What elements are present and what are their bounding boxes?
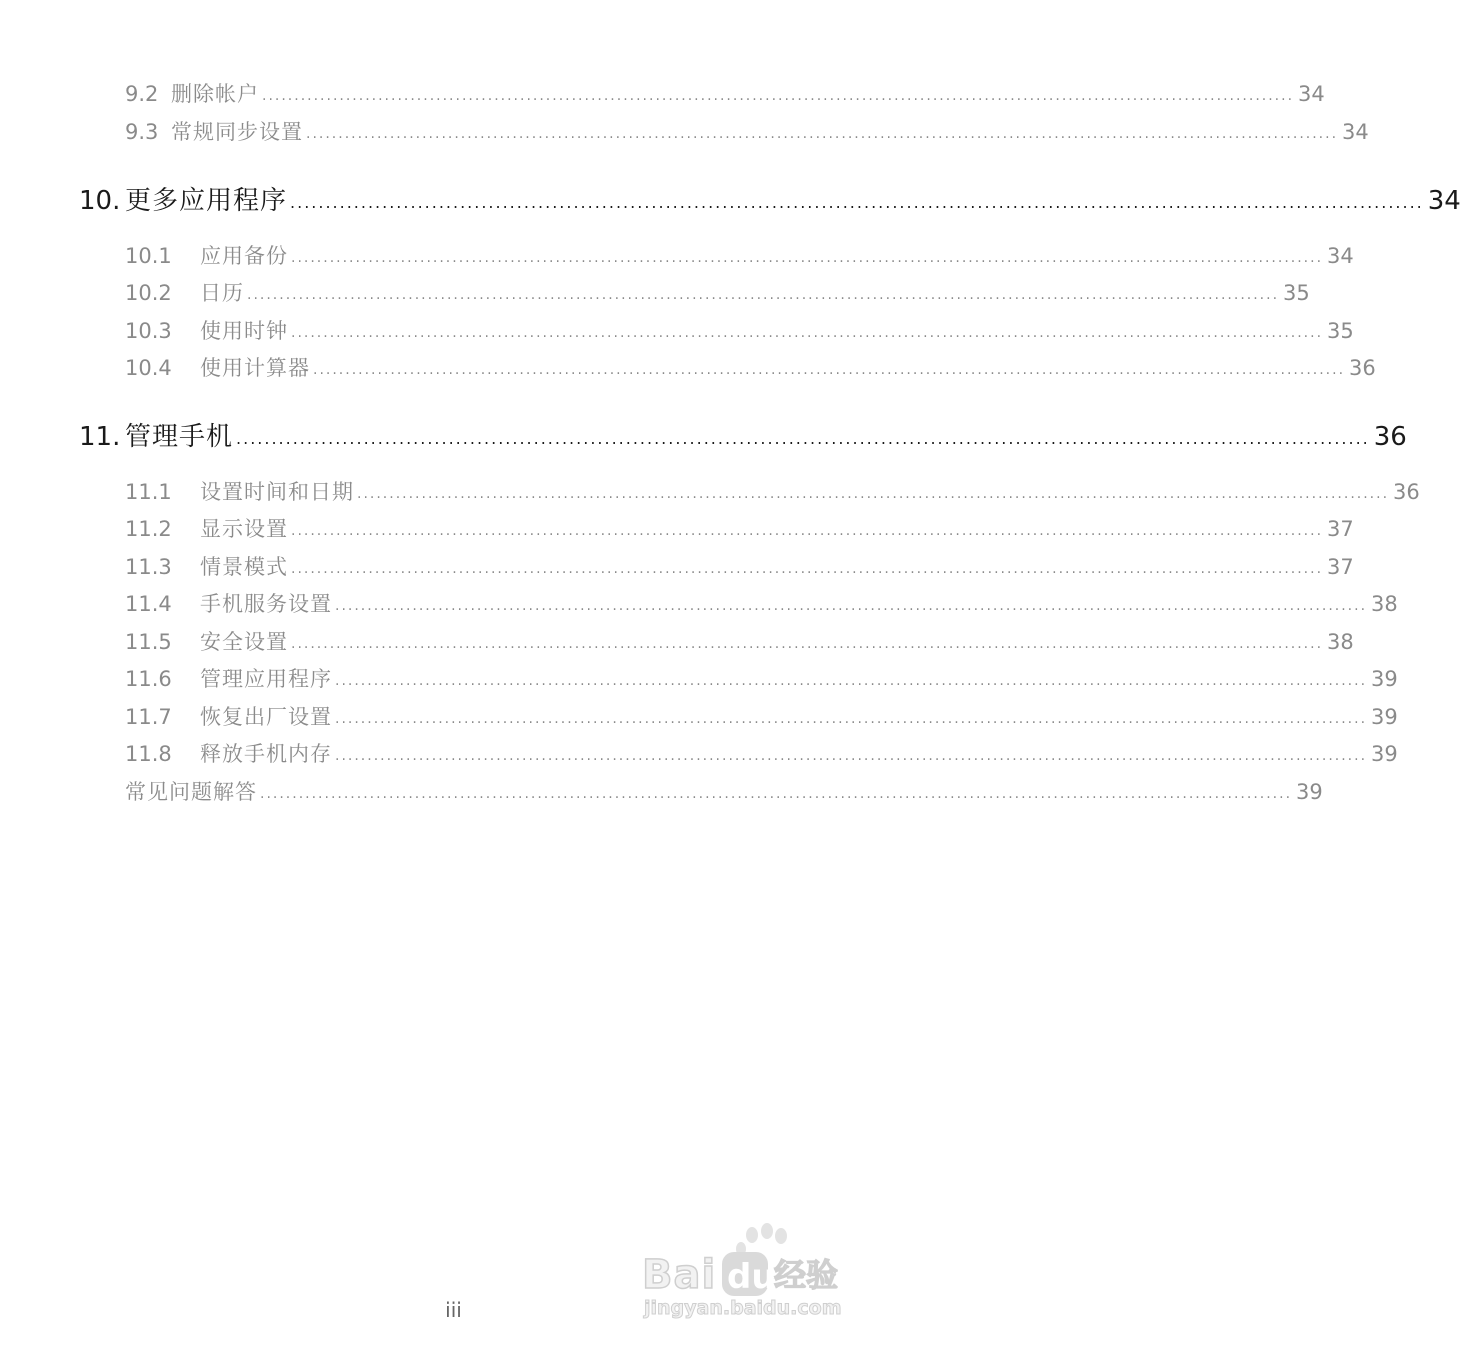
toc-leader: ................................................................................................................................................................	[313, 362, 1346, 378]
toc-title: 手机服务设置	[200, 592, 332, 616]
svg-text:du: du	[727, 1257, 776, 1297]
svg-text:经验: 经验	[774, 1256, 839, 1294]
paw-icon	[736, 1223, 787, 1256]
toc-number: 10.1	[125, 244, 172, 268]
toc-page: 34	[1298, 82, 1325, 106]
toc-leader: ................................................................................................................................................................	[335, 598, 1368, 614]
toc-number: 11.8	[125, 742, 172, 766]
toc-page: 34	[1342, 120, 1369, 144]
toc-chapter-number: 10.	[79, 186, 121, 216]
toc-title: 安全设置	[200, 630, 288, 654]
toc-number: 10.3	[125, 319, 172, 343]
toc-number: 9.3	[125, 120, 159, 144]
toc-title: 日历	[200, 281, 244, 305]
toc-page: 39	[1371, 705, 1398, 729]
toc-leader: ................................................................................................................................................................	[291, 325, 1324, 341]
toc-chapter-10	[79, 180, 1461, 216]
toc-leader: ................................................................................................................................................................	[335, 748, 1368, 764]
toc-leader: ................................................................................................................................................................	[306, 126, 1339, 142]
page-number: iii	[445, 1298, 462, 1322]
toc-page: 36	[1373, 422, 1407, 452]
toc-leader: ................................................................................................................................................................	[236, 429, 1370, 448]
baidu-jingyan-watermark	[640, 1222, 855, 1322]
toc-line-9-2	[125, 78, 1325, 112]
toc-title: 删除帐户	[171, 82, 259, 106]
toc-page: 37	[1327, 555, 1354, 579]
toc-title: 应用备份	[200, 244, 288, 268]
toc-line-11-6	[125, 663, 1398, 697]
toc-title: 释放手机内存	[200, 742, 332, 766]
toc-chapter-title: 更多应用程序	[125, 186, 288, 216]
svg-text:Bai: Bai	[642, 1252, 717, 1298]
toc-title: 显示设置	[200, 517, 288, 541]
toc-page: 39	[1371, 742, 1398, 766]
toc-number: 11.5	[125, 630, 172, 654]
toc-title: 使用时钟	[200, 319, 288, 343]
toc-leader: ................................................................................................................................................................	[335, 673, 1368, 689]
toc-page: 38	[1371, 592, 1398, 616]
toc-line-11-4	[125, 588, 1398, 622]
toc-leader: ................................................................................................................................................................	[291, 523, 1324, 539]
toc-page: 39	[1371, 667, 1398, 691]
toc-number: 11.6	[125, 667, 172, 691]
toc-title: 常见问题解答	[125, 780, 257, 804]
toc-page: 36	[1393, 480, 1420, 504]
toc-leader: ................................................................................................................................................................	[335, 711, 1368, 727]
toc-chapter-title: 管理手机	[125, 422, 234, 452]
toc-leader: ................................................................................................................................................................	[247, 287, 1280, 303]
toc-page: 34	[1327, 244, 1354, 268]
toc-leader: ................................................................................................................................................................	[291, 636, 1324, 652]
toc-line-faq	[125, 776, 1323, 810]
toc-title: 恢复出厂设置	[200, 705, 332, 729]
toc-chapter-number: 11.	[79, 422, 121, 452]
toc-number: 11.7	[125, 705, 172, 729]
toc-number: 9.2	[125, 82, 159, 106]
toc-line-10-3	[125, 315, 1354, 349]
toc-page: 39	[1296, 780, 1323, 804]
toc-leader: ................................................................................................................................................................	[291, 250, 1324, 266]
toc-page: 35	[1283, 281, 1310, 305]
toc-line-11-8	[125, 738, 1398, 772]
toc-chapter-11	[79, 416, 1407, 452]
toc-number: 11.2	[125, 517, 172, 541]
toc-title: 常规同步设置	[171, 120, 303, 144]
toc-number: 11.3	[125, 555, 172, 579]
toc-number: 10.2	[125, 281, 172, 305]
toc-page: 38	[1327, 630, 1354, 654]
toc-leader: ................................................................................................................................................................	[357, 486, 1390, 502]
toc-number: 11.1	[125, 480, 172, 504]
toc-title: 情景模式	[200, 555, 288, 579]
toc-leader: ................................................................................................................................................................	[262, 88, 1295, 104]
toc-leader: ................................................................................................................................................................	[290, 193, 1424, 212]
toc-line-11-7	[125, 701, 1398, 735]
toc-line-10-4	[125, 352, 1376, 386]
toc-line-10-2	[125, 277, 1310, 311]
svg-text:jingyan.baidu.com: jingyan.baidu.com	[644, 1297, 842, 1319]
toc-leader: ................................................................................................................................................................	[260, 786, 1293, 802]
toc-line-11-3	[125, 551, 1354, 585]
toc-number: 11.4	[125, 592, 172, 616]
toc-page: 36	[1349, 356, 1376, 380]
toc-page: 35	[1327, 319, 1354, 343]
toc-title: 使用计算器	[200, 356, 310, 380]
toc-title: 设置时间和日期	[200, 480, 354, 504]
toc-line-9-3	[125, 116, 1369, 150]
toc-line-11-2	[125, 513, 1354, 547]
toc-line-11-5	[125, 626, 1354, 660]
toc-title: 管理应用程序	[200, 667, 332, 691]
toc-page: 37	[1327, 517, 1354, 541]
toc-number: 10.4	[125, 356, 172, 380]
toc-line-10-1	[125, 240, 1354, 274]
toc-page: 34	[1427, 186, 1461, 216]
toc-line-11-1	[125, 476, 1420, 510]
toc-leader: ................................................................................................................................................................	[291, 561, 1324, 577]
